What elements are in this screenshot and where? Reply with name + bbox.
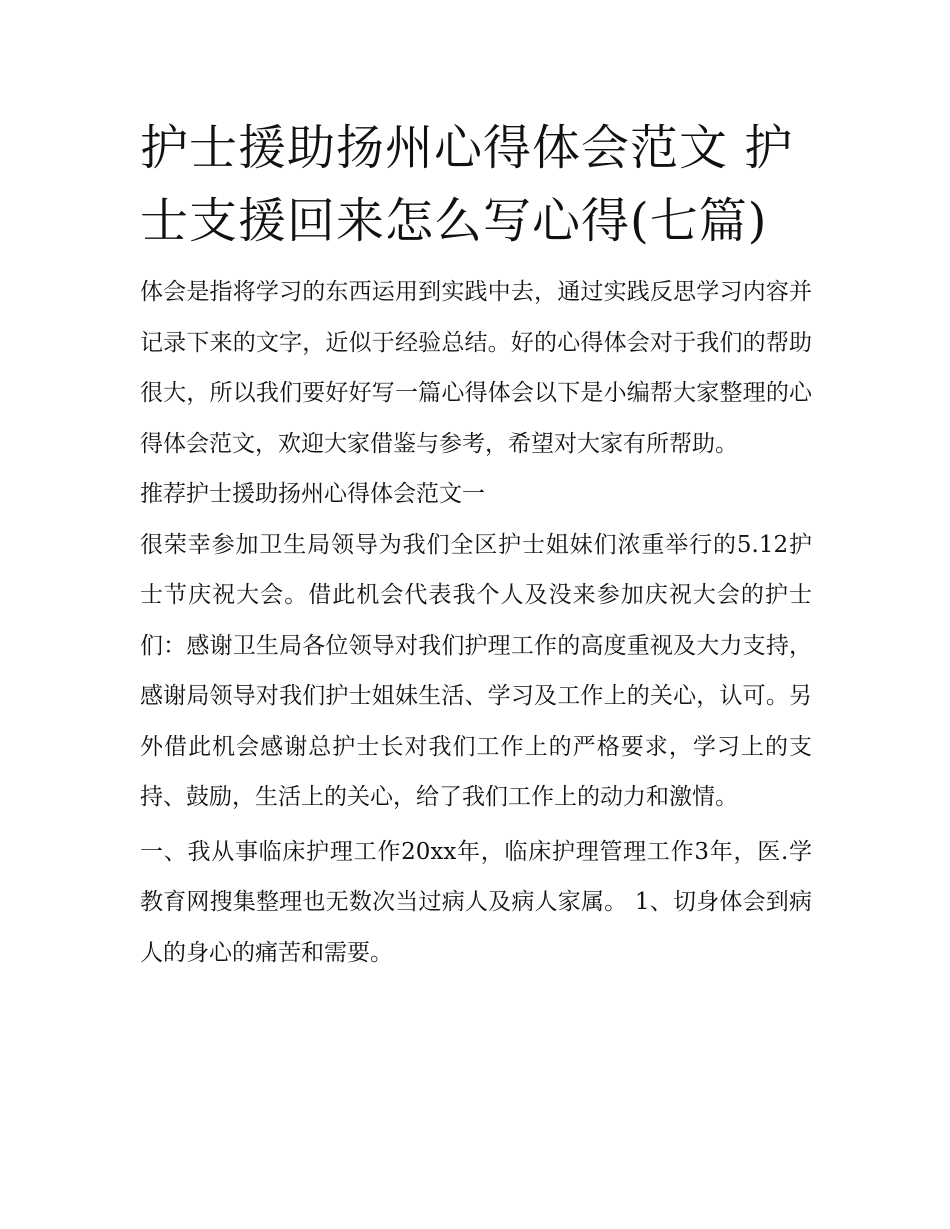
- intro-paragraph: 体会是指将学习的东西运用到实践中去，通过实践反思学习内容并记录下来的文字，近似于经验总结。好的心得体会对于我们的帮助很大，所以我们要好好写一篇心得体会以下是小编帮大家整理的心得体会范文，欢迎大家借鉴与参考，希望对大家有所帮助。: [140, 279, 812, 457]
- document-page: [140, 112, 812, 978]
- body-paragraph-1: 很荣幸参加卫生局领导为我们全区护士姐妹们浓重举行的5.12护士节庆祝大会。借此机会代表我个人及没来参加庆祝大会的护士们：感谢卫生局各位领导对我们护理工作的高度重视及大力支持，感谢局领导对我们护士姐妹生活、学习及工作上的关心，认可。另外借此机会感谢总护士长对我们工作上的严格要求，学习上的支持、鼓励，生活上的关心，给了我们工作上的动力和激情。: [140, 531, 812, 810]
- document-title: 护士援助扬州心得体会范文 护士支援回来怎么写心得(七篇): [140, 120, 794, 249]
- section-heading: 推荐护士援助扬州心得体会范文一: [140, 481, 485, 507]
- body-paragraph-2: 一、我从事临床护理工作20xx年，临床护理管理工作3年，医.学教育网搜集整理也无数次当过病人及病人家属。 1、切身体会到病人的身心的痛苦和需要。: [140, 838, 812, 966]
